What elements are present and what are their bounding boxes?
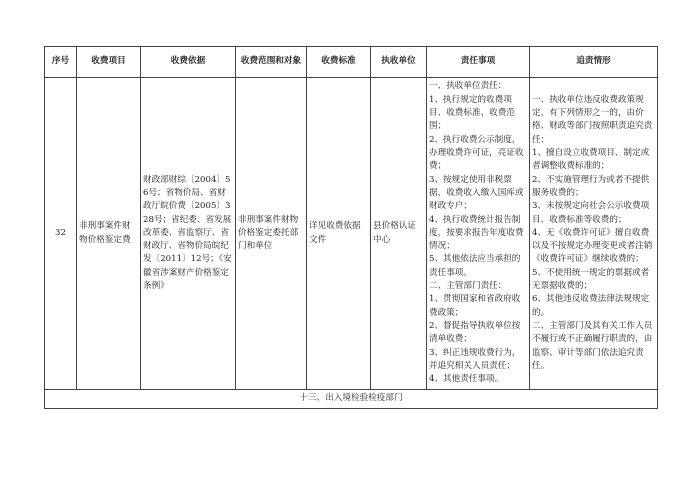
header-accountability: 追责情形	[530, 47, 658, 78]
accountability-line: 6、其他违反收费法律法规规定的。	[532, 294, 650, 318]
responsibility-line: 2、执行收费公示制度，办理收费许可证，亮证收费；	[429, 134, 524, 172]
accountability-line: 3、未按规定向社会公示收费项目、收费标准等收费的；	[532, 201, 650, 225]
accountability-line: 4、无《收费许可证》擅自收费以及不按规定办理变更或者注销《收费许可证》继续收费的；	[532, 227, 653, 265]
responsibility-line: 二、主管部门责任：	[429, 281, 507, 292]
responsibility-line: 4、执行收费统计报告制度，按要求报告年度收费情况；	[429, 214, 524, 252]
cell-collector: 县价格认证中心	[371, 78, 427, 390]
accountability-line: 二、主管部门及其有关工作人员不履行或不正确履行职责的，由监察、审计等部门依法追究责任。	[532, 321, 653, 371]
cell-basis: 财政部财综〔2004〕56号；省物价局、省财政厅皖价费〔2005〕328号；省纪委、省发展改革委、省监察厅、省财政厅、省物价局皖纪发〔2011〕12号；《安徽省涉案财产价格鉴定条例》	[141, 78, 236, 390]
cell-responsibilities	[427, 78, 530, 390]
header-collector: 执收单位	[371, 47, 427, 78]
accountability-line: 一、执收单位违反收费政策规定，有下列情形之一的，由价格、财政等部门按照职责追究责任：	[532, 94, 653, 145]
responsibility-line: 5、其他依法应当承担的责任事项。	[429, 254, 521, 278]
header-standard: 收费标准	[307, 47, 371, 78]
table-row	[45, 78, 658, 390]
responsibility-line: 3、按规定使用非税票据，收费收入缴入国库或财政专户；	[429, 174, 524, 212]
accountability-line: 2、不实施管理行为或者不提供服务收费的；	[532, 174, 650, 198]
section-row	[45, 390, 658, 409]
responsibility-line: 2、督促指导执收单位按清单收费；	[429, 321, 521, 345]
cell-standard: 详见收费依据文件	[307, 78, 371, 390]
responsibility-line: 3、纠正违规收费行为，并追究相关人员责任；	[429, 347, 521, 371]
responsibility-line: 4、其他责任事项。	[429, 374, 504, 385]
header-basis: 收费依据	[141, 47, 236, 78]
header-row	[45, 47, 658, 78]
cell-number: 32	[45, 78, 77, 390]
header-fee-item: 收费项目	[77, 47, 141, 78]
header-number: 序号	[45, 47, 77, 78]
responsibility-line: 1、贯彻国家和省政府收费政策；	[429, 294, 521, 318]
cell-accountability	[530, 78, 658, 390]
cell-fee-item: 非刑事案件财物价格鉴定费	[77, 78, 141, 390]
header-responsibilities: 责任事项	[427, 47, 530, 78]
header-scope: 收费范围和对象	[236, 47, 307, 78]
fee-table	[44, 46, 658, 409]
responsibility-line: 1、执行规定的收费项目、收费标准、收费范围；	[429, 94, 515, 132]
cell-scope: 非刑事案件财物价格鉴定委托部门和单位	[236, 78, 307, 390]
section-title: 十三、出入境检验检疫部门	[45, 390, 658, 409]
responsibility-line: 一、执收单位责任：	[429, 81, 507, 92]
accountability-line: 1、擅自设立收费项目、制定或者调整收费标准的；	[532, 147, 650, 172]
accountability-line: 5、不使用统一规定的票据或者无票据收费的；	[532, 267, 650, 292]
